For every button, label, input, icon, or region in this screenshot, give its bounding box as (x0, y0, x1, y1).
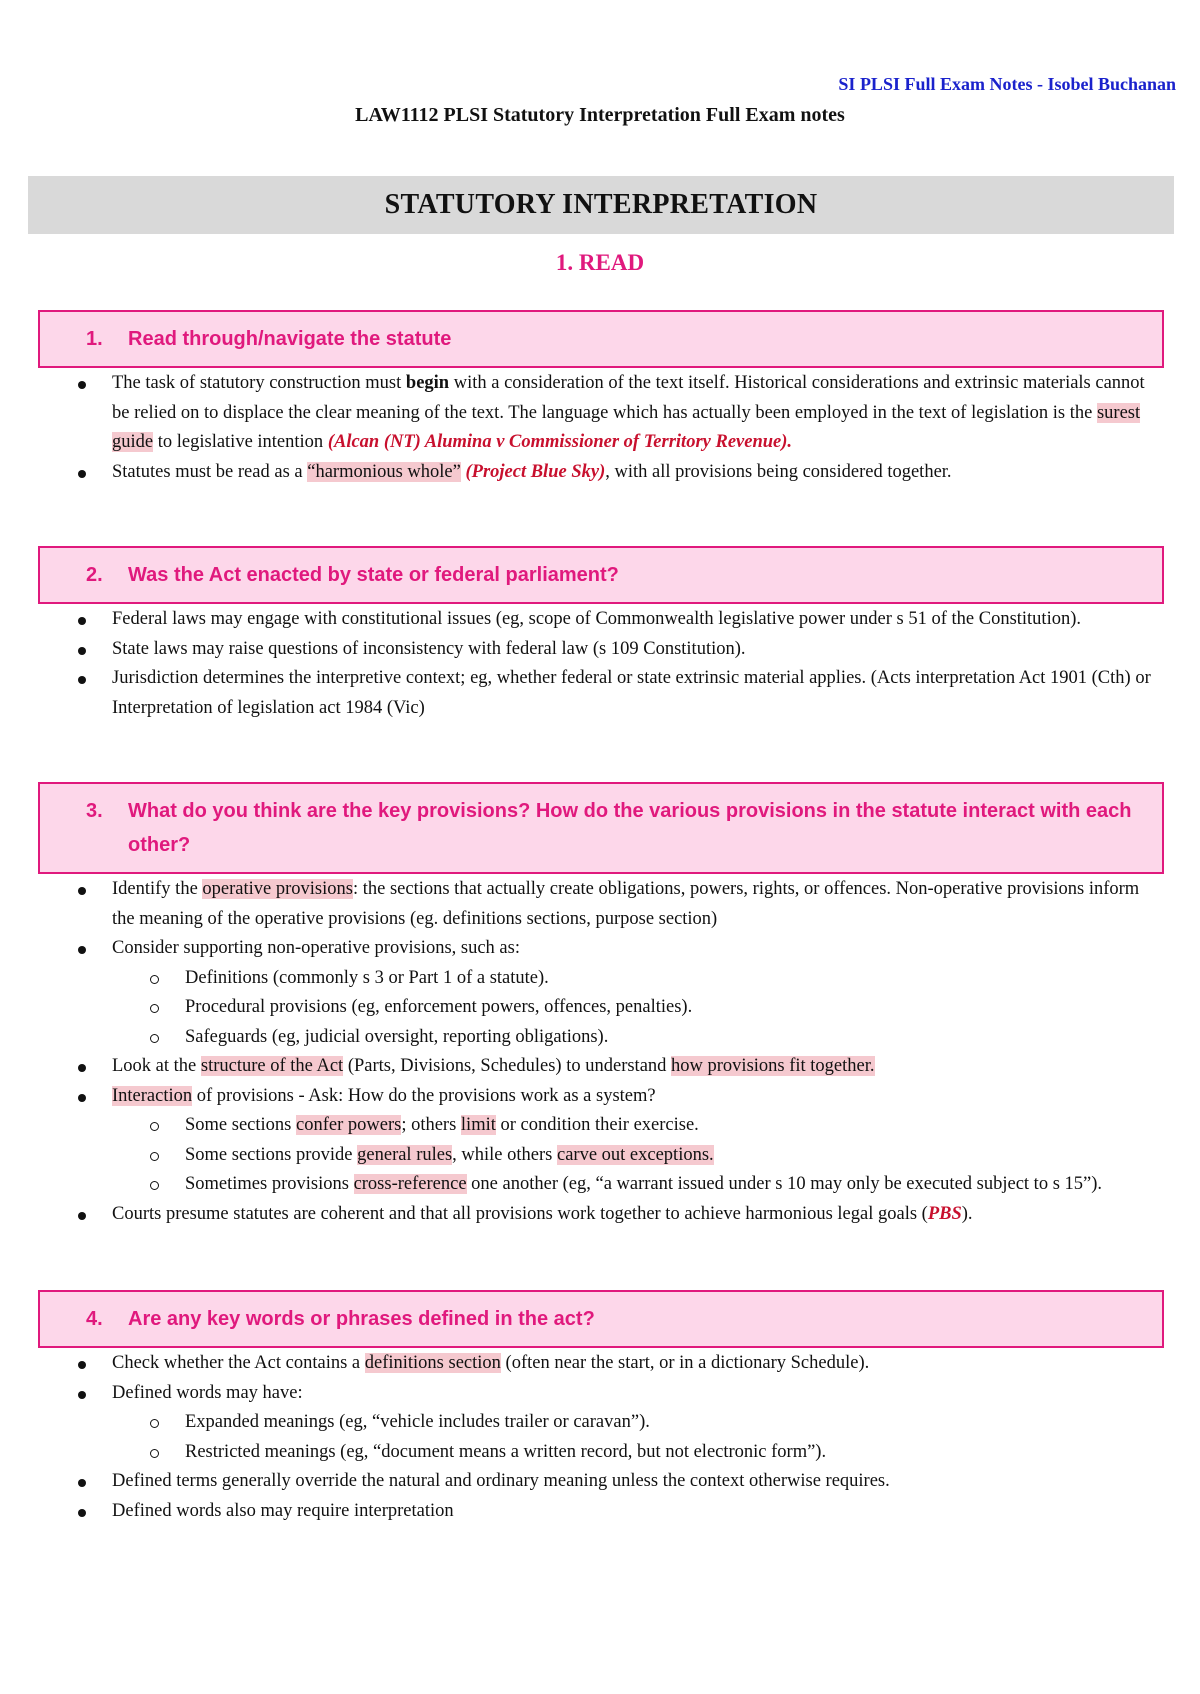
section-title: What do you think are the key provisions? How do the various provisions in the statute interact with each other? (128, 800, 1132, 856)
bullet-item: Check whether the Act contains a definitions section (often near the start, or in a dictionary Schedule). (0, 1349, 1200, 1379)
bullet-item: Defined words may have: (0, 1379, 1200, 1409)
sub-bullet-item: Some sections provide general rules, while others carve out exceptions. (0, 1141, 1200, 1171)
case-citation: (Project Blue Sky) (465, 461, 606, 482)
bullet-item: Federal laws may engage with constitutional issues (eg, scope of Commonwealth legislative power under s 51 of the Constitution). (0, 605, 1200, 635)
bullet-item: Interaction of provisions - Ask: How do the provisions work as a system? (0, 1082, 1200, 1112)
bullet-item: Jurisdiction determines the interpretive context; eg, whether federal or state extrinsic material applies. (Acts interpretation Act 1901 (Cth) or Interpretation of legislation act 1984 (Vic) (0, 664, 1200, 723)
section-number: 1. (86, 328, 103, 350)
section-number: 4. (86, 1308, 103, 1330)
section-body-2 (0, 605, 1200, 723)
section-heading-4 (38, 1290, 1164, 1348)
section-heading-2 (38, 546, 1164, 604)
bullet-item: Courts presume statutes are coherent and that all provisions work together to achieve harmonious legal goals (PBS). (0, 1200, 1200, 1230)
section-body-1 (0, 369, 1200, 487)
section-heading-1 (38, 310, 1164, 368)
sub-bullet-item: Procedural provisions (eg, enforcement powers, offences, penalties). (0, 993, 1200, 1023)
section-body-3 (0, 875, 1200, 1229)
sub-bullet-item: Sometimes provisions cross-reference one another (eg, “a warrant issued under s 10 may only be executed subject to s 15”). (0, 1170, 1200, 1200)
main-banner: STATUTORY INTERPRETATION (28, 176, 1174, 234)
case-citation: (Alcan (NT) Alumina v Commissioner of Territory Revenue). (327, 432, 793, 452)
bullet-item: Identify the operative provisions: the sections that actually create obligations, powers, rights, or offences. Non-operative provisions inform the meaning of the operative provisions (eg. definitions sections, purpose section) (0, 875, 1200, 934)
sub-bullet-item: Some sections confer powers; others limit or condition their exercise. (0, 1111, 1200, 1141)
bullet-item: Statutes must be read as a “harmonious whole” (Project Blue Sky), with all provisions being considered together. (0, 458, 1200, 488)
sub-bullet-item: Safeguards (eg, judicial oversight, reporting obligations). (0, 1023, 1200, 1053)
bullet-item: Defined words also may require interpretation (0, 1497, 1200, 1527)
bullet-item: Defined terms generally override the natural and ordinary meaning unless the context otherwise requires. (0, 1467, 1200, 1497)
section-title: Are any key words or phrases defined in the act? (128, 1308, 595, 1330)
sub-bullet-item: Definitions (commonly s 3 or Part 1 of a statute). (0, 964, 1200, 994)
author-header: SI PLSI Full Exam Notes - Isobel Buchanan (838, 74, 1176, 94)
case-citation: PBS (927, 1203, 962, 1224)
section-number: 3. (86, 800, 103, 822)
bullet-item: The task of statutory construction must begin with a consideration of the text itself. Historical considerations and extrinsic materials cannot be relied on to displace the clear meaning of the text. The language which has actually been employed in the text of legislation is the surest guide to legislative intention (Alcan (NT) Alumina v Commissioner of Territory Revenue). (0, 369, 1200, 458)
bullet-item: State laws may raise questions of inconsistency with federal law (s 109 Constitution). (0, 635, 1200, 665)
document-title: LAW1112 PLSI Statutory Interpretation Full Exam notes (355, 104, 845, 126)
section-title: Read through/navigate the statute (128, 328, 452, 350)
sub-bullet-item: Restricted meanings (eg, “document means a written record, but not electronic form”). (0, 1438, 1200, 1468)
bullet-item: Consider supporting non-operative provisions, such as: (0, 934, 1200, 964)
section-title: Was the Act enacted by state or federal parliament? (128, 564, 619, 586)
section-body-4 (0, 1349, 1200, 1526)
section-heading-3 (38, 782, 1164, 874)
section-number: 2. (86, 564, 103, 586)
bullet-item: Look at the structure of the Act (Parts, Divisions, Schedules) to understand how provisions fit together. (0, 1052, 1200, 1082)
step-heading: 1. READ (555, 250, 645, 275)
sub-bullet-item: Expanded meanings (eg, “vehicle includes trailer or caravan”). (0, 1408, 1200, 1438)
